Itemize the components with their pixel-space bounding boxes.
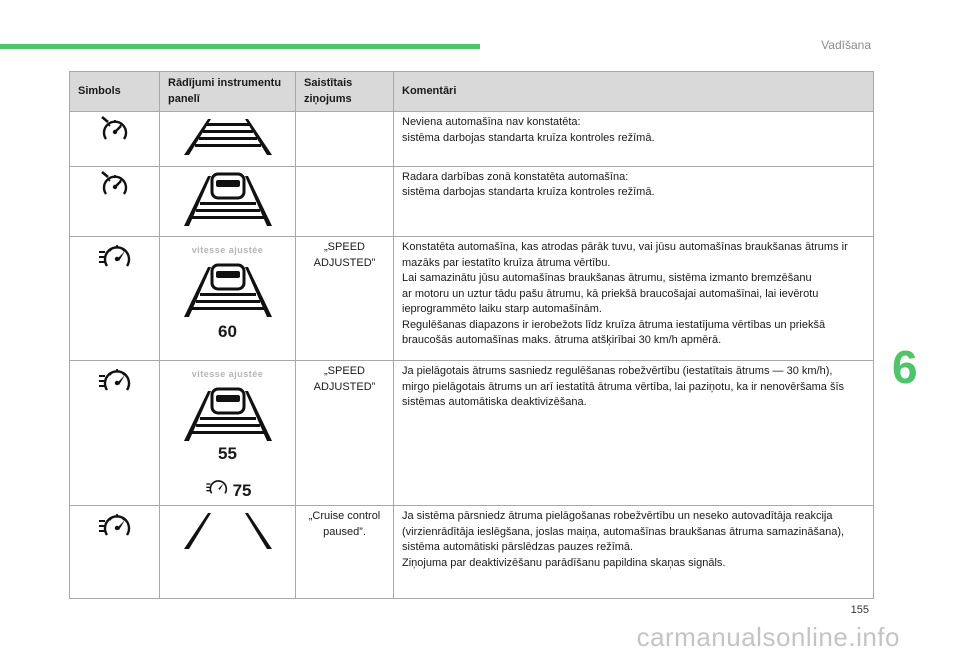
section-title: Vadīšana bbox=[821, 38, 871, 52]
message-cell: „Cruise control paused”. bbox=[296, 506, 394, 599]
message-cell: „SPEED ADJUSTED” bbox=[296, 361, 394, 506]
comment-line: Ziņojuma par deaktivizēšanu parādīšanu papildina skaņas signāls. bbox=[402, 556, 726, 569]
table-row bbox=[70, 166, 874, 237]
adaptive-cruise-speedometer-icon bbox=[98, 385, 132, 397]
message-cell: „SPEED ADJUSTED” bbox=[296, 237, 394, 361]
table-row bbox=[70, 237, 874, 361]
comment-line: sistēma automātiski pārslēdzas pauzes režīmā. bbox=[402, 541, 634, 553]
display-cell bbox=[160, 237, 296, 361]
comment-line: sistēmas automātiska deaktivizēšana. bbox=[402, 396, 587, 408]
symbol-cell bbox=[70, 237, 160, 361]
flashing-speed bbox=[168, 446, 287, 474]
cruise-control-table bbox=[69, 71, 874, 599]
table-row bbox=[70, 361, 874, 506]
symbol-cell bbox=[70, 112, 160, 167]
message-cell bbox=[296, 112, 394, 167]
comment-line: ieprogrammēto laiku starp automašīnām. bbox=[402, 303, 602, 315]
cruise-control-speedometer-icon bbox=[100, 134, 130, 146]
table-row bbox=[70, 506, 874, 599]
comment-line: ar motoru un uztur tādu pašu ātrumu, kā priekšā braucošajai automašīnai, lai ievērotu bbox=[402, 287, 819, 300]
table-header-row bbox=[70, 72, 874, 112]
display-speed: 60 bbox=[218, 322, 237, 341]
comment-line: (virzienrādītāja ieslēgšana, joslas maiņa, automašīnas braukšanas ātruma samazināšana), bbox=[402, 525, 845, 538]
display-cell bbox=[160, 112, 296, 167]
adaptive-cruise-speedometer-icon bbox=[98, 530, 132, 542]
comment-cell bbox=[394, 237, 874, 361]
adaptive-cruise-speedometer-icon bbox=[98, 261, 132, 273]
adaptive-cruise-small-icon bbox=[204, 487, 233, 499]
chapter-number: 6 bbox=[892, 341, 918, 393]
comment-cell bbox=[394, 361, 874, 506]
display-cell bbox=[160, 506, 296, 599]
cruise-control-speedometer-icon bbox=[100, 189, 130, 201]
symbol-cell bbox=[70, 361, 160, 506]
page-number: 155 bbox=[850, 604, 869, 616]
comment-line: Lai samazinātu jūsu automašīnas braukšanas ātrumu, sistēma izmanto bremzēšanu bbox=[402, 272, 812, 284]
display-banner: vitesse ajustée bbox=[191, 369, 264, 379]
message-cell bbox=[296, 166, 394, 237]
symbol-cell bbox=[70, 506, 160, 599]
column-header-comments: Komentāri bbox=[394, 72, 874, 112]
column-header-message: Saistītais ziņojums bbox=[296, 72, 394, 112]
comment-line: Radara darbības zonā konstatēta automašīna: bbox=[402, 170, 629, 183]
column-header-display: Rādījumi instrumentu panelī bbox=[160, 72, 296, 112]
comment-cell bbox=[394, 506, 874, 599]
road-with-car-icon bbox=[178, 219, 278, 231]
comment-line: Neviena automašīna nav konstatēta: bbox=[402, 116, 581, 128]
comment-line: sistēma darbojas standarta kruīza kontroles režīmā. bbox=[402, 131, 655, 144]
comment-line: sistēma darbojas standarta kruīza kontroles režīmā. bbox=[402, 186, 655, 198]
comment-line: Ja sistēma pārsniedz ātruma pielāgošanas robežvērtību un neseko autovadītāja reakcija bbox=[402, 510, 833, 522]
comment-line: braucošās automašīnas maks. ātruma atšķirībai 30 km/h apmērā. bbox=[402, 334, 722, 346]
comment-cell bbox=[394, 166, 874, 237]
display-cell bbox=[160, 166, 296, 237]
display-cell bbox=[160, 361, 296, 506]
comment-cell bbox=[394, 112, 874, 167]
comment-line: Konstatēta automašīna, kas atrodas pārāk tuvu, vai jūsu automašīnas braukšanas ātrums ir bbox=[402, 241, 848, 253]
display-speed-secondary: 75 bbox=[232, 481, 252, 500]
comment-line: mazāks par iestatīto kruīza ātruma vērtību. bbox=[402, 256, 611, 269]
table-row bbox=[70, 112, 874, 167]
secondary-speed-row bbox=[168, 476, 287, 502]
display-speed: 55 bbox=[218, 444, 237, 463]
section-accent-bar bbox=[0, 44, 480, 49]
display-banner: vitesse ajustée bbox=[191, 245, 264, 255]
comment-line: Ja pielāgotais ātrums sasniedz regulēšanas robežvērtību (iestatītais ātrums — 30 km/h), bbox=[402, 365, 833, 377]
road-lanes-icon bbox=[178, 148, 278, 160]
watermark: carmanualsonline.info bbox=[636, 622, 900, 652]
comment-line: Regulēšanas diapazons ir ierobežots līdz kruīza ātruma iestatījuma vērtības un priekšā bbox=[402, 318, 826, 331]
road-edges-icon bbox=[178, 542, 278, 554]
symbol-cell bbox=[70, 166, 160, 237]
column-header-symbol: Simbols bbox=[70, 72, 160, 112]
comment-line: mirgo pielāgotais ātrums un arī iestatītā ātruma vērtība, lai paziņotu, ka ir nenovēršama šīs bbox=[402, 380, 845, 393]
